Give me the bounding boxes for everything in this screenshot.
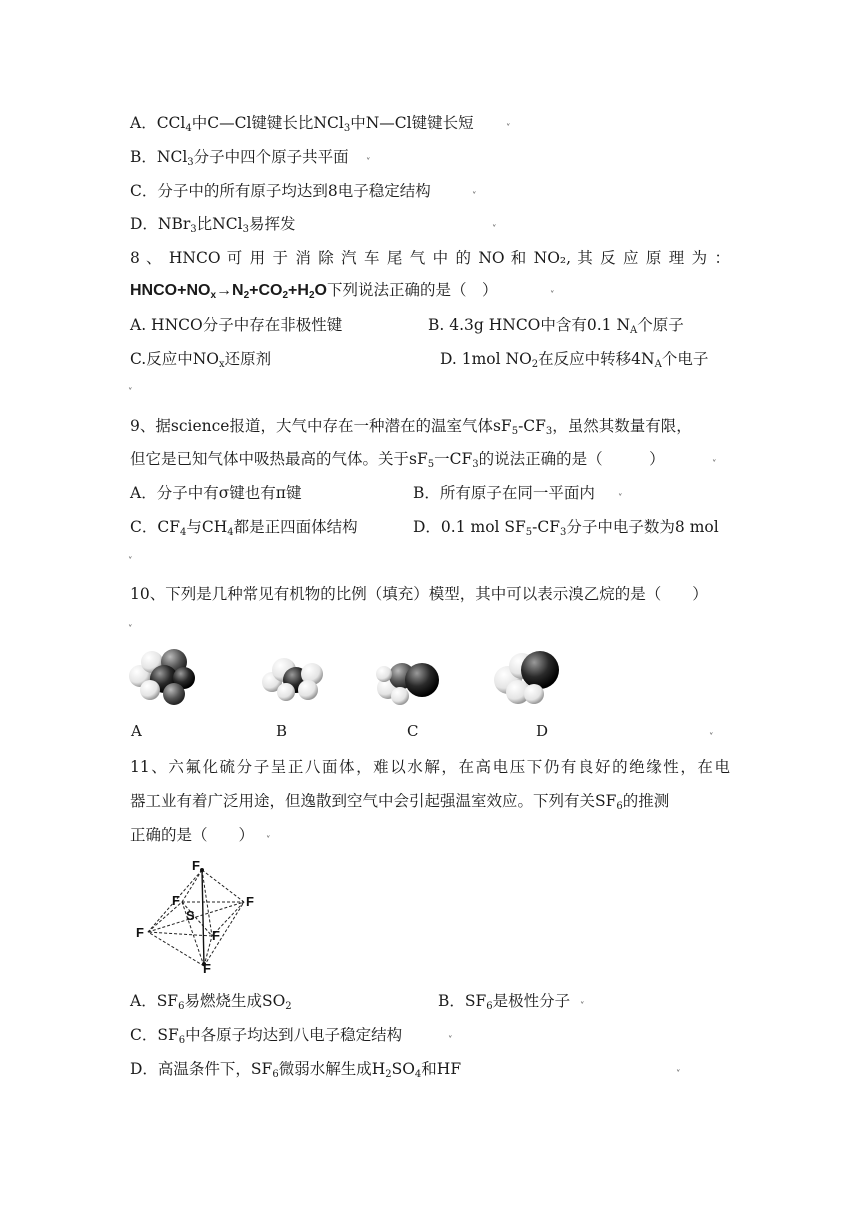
paragraph-mark: ˬ xyxy=(492,217,497,227)
model-d xyxy=(494,651,559,704)
q11-option-a: A．$SF_6$易燃烧生成$SO_2$ xyxy=(130,992,292,1012)
model-label-d: D xyxy=(536,722,549,740)
q7-option-c: C．分子中的所有原子均达到8电子稳定结构 xyxy=(130,182,431,200)
paragraph-mark: ˬ xyxy=(128,380,133,390)
f-atom-label: F xyxy=(172,893,180,908)
sf6-octahedron-diagram xyxy=(134,856,264,980)
q11-option-c: C．$SF_6$中各原子均达到八电子稳定结构 xyxy=(130,1026,403,1046)
model-label-b: B xyxy=(276,722,288,740)
q7-option-a: A．CCl$_4$中C—Cl键键长比NCl$_3$中N—Cl键键长短 xyxy=(130,114,474,134)
model-label-c: C xyxy=(407,722,419,740)
paragraph-mark: ˬ xyxy=(580,994,585,1004)
q9-stem-line2: 但它是已知气体中吸热最高的气体。关于$sF_5$一$CF_3$的说法正确的是（ ） xyxy=(130,450,665,470)
paragraph-mark: ˬ xyxy=(712,452,717,462)
q9-option-d: D．0.1 mol $SF_5-CF_3$分子中电子数为8 mol xyxy=(413,518,719,538)
q8-option-b: B. 4.3g HNCO中含有0.1 $N_A$个原子 xyxy=(428,316,684,336)
q11-stem-line1: 11、六氟化硫分子呈正八面体，难以水解，在高电压下仍有良好的绝缘性，在电 xyxy=(130,758,730,776)
q11-option-d: D．高温条件下，$SF_6$微弱水解生成$H_2SO_4$和HF xyxy=(130,1060,462,1080)
model-c xyxy=(376,663,439,705)
q9-options-ab xyxy=(130,483,730,503)
q7-option-d: D．NBr$_3$比NCl$_3$易挥发 xyxy=(130,215,296,235)
model-b xyxy=(262,658,323,701)
f-atom-label: F xyxy=(246,894,254,909)
paragraph-mark: ˬ xyxy=(709,725,714,735)
q7-option-b: B．NCl$_3$分子中四个原子共平面 xyxy=(130,148,349,168)
q9-option-c: C．$CF_4$与$CH_4$都是正四面体结构 xyxy=(130,518,358,538)
q11-stem-line3: 正确的是（ ） xyxy=(130,826,255,844)
q8-stem-line2: $HNCO+NO_x\to N_2+CO_2+H_2O$下列说法正确的是（ ） xyxy=(130,281,498,301)
paragraph-mark: ˬ xyxy=(448,1028,453,1038)
q11-options-ab xyxy=(130,991,730,1011)
paragraph-mark: ˬ xyxy=(506,116,511,126)
paragraph-mark: ˬ xyxy=(128,549,133,559)
q9-options-cd xyxy=(130,517,730,537)
q9-stem-line1: 9、据science报道，大气中存在一种潜在的温室气体$sF_5-CF_3$，虽然其数量有限， xyxy=(130,417,692,437)
paragraph-mark: ˬ xyxy=(266,828,271,838)
q8-option-d: D. 1mol $NO_2$在反应中转移$4N_A$个电子 xyxy=(440,350,709,370)
q8-reaction-equation: $HNCO+NO_x\to N_2+CO_2+H_2O$ xyxy=(130,282,327,301)
paragraph-mark: ˬ xyxy=(366,150,371,160)
paragraph-mark: ˬ xyxy=(676,1062,681,1072)
q8-options-cd xyxy=(130,349,730,369)
q8-options-ab xyxy=(130,315,730,335)
q9-option-a: A．分子中有σ键也有π键 xyxy=(130,484,302,502)
s-atom-label: S xyxy=(186,908,195,923)
f-atom-label: F xyxy=(136,925,144,940)
f-atom-label: F xyxy=(212,928,220,943)
q8-stem-line1: 8 、 HNCO 可 用 于 消 除 汽 车 尾 气 中 的 NO 和 NO₂, 其 反 应 原 理 为 ： xyxy=(130,249,730,267)
q11-option-b: B．$SF_6$是极性分子 xyxy=(438,992,571,1012)
q11-stem-line2: 器工业有着广泛用途，但逸散到空气中会引起强温室效应。下列有关$SF_6$的推测 xyxy=(130,792,670,812)
f-atom-label: F xyxy=(203,961,211,976)
space-filling-models xyxy=(126,644,746,714)
q8-option-a: A. HNCO分子中存在非极性键 xyxy=(130,316,343,334)
paragraph-mark: ˬ xyxy=(472,184,477,194)
f-atom-label: F xyxy=(192,858,200,873)
q8-option-c: C.反应中$NO_x$还原剂 xyxy=(130,350,272,370)
q10-stem: 10、下列是几种常见有机物的比例（填充）模型，其中可以表示溴乙烷的是（ ） xyxy=(130,585,708,603)
paragraph-mark: ˬ xyxy=(550,283,555,293)
model-label-a: A xyxy=(131,722,142,740)
paragraph-mark: ˬ xyxy=(618,486,623,496)
q9-option-b: B．所有原子在同一平面内 xyxy=(413,484,595,502)
paragraph-mark: ˬ xyxy=(128,617,133,627)
model-a xyxy=(129,649,195,705)
